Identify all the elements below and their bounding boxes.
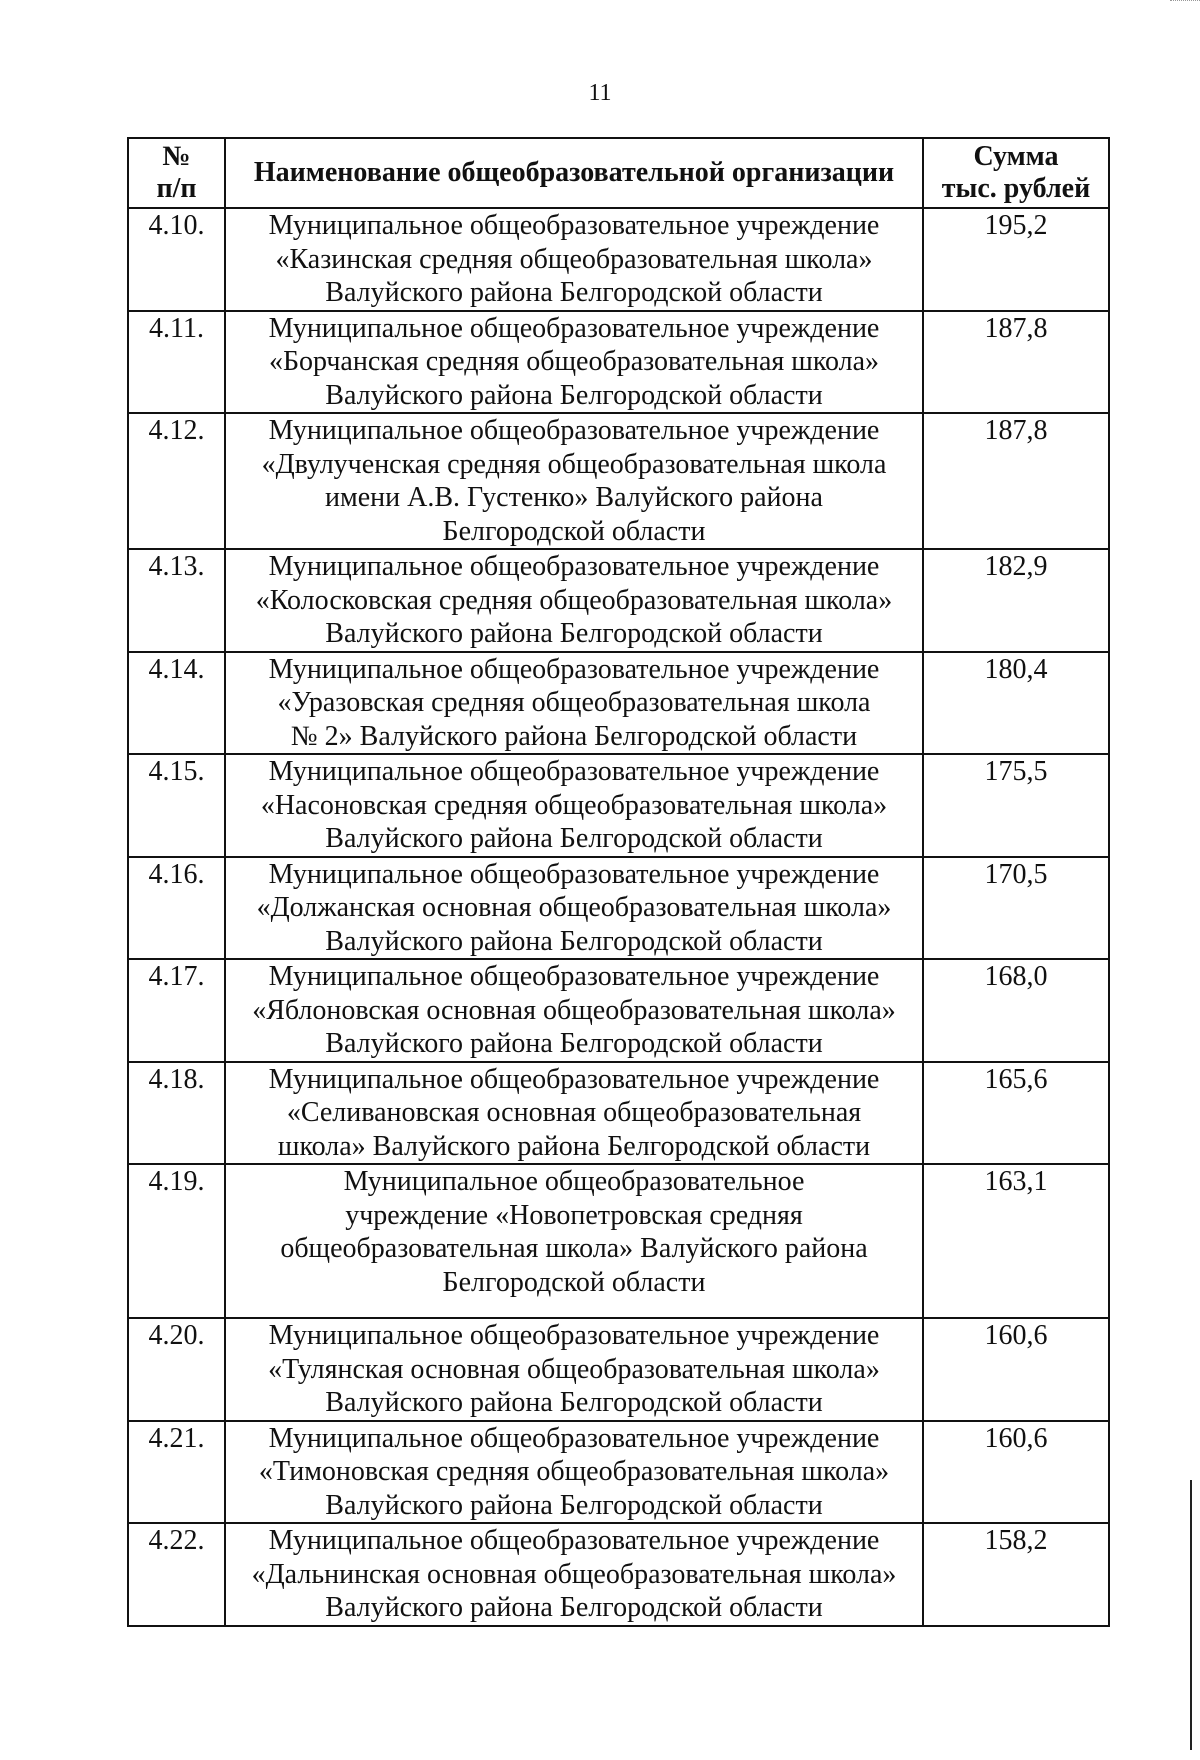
header-number-cell [128, 138, 225, 208]
organization-name-line: Белгородской области [442, 1266, 706, 1298]
row-organization-name [225, 549, 923, 652]
row-number: 4.10. [128, 208, 225, 311]
schools-funding-table [127, 137, 1110, 1627]
row-sum: 165,6 [923, 1062, 1109, 1165]
table-row [128, 1523, 1109, 1626]
organization-name-line: «Селивановская основная общеобразовательная [286, 1097, 862, 1128]
row-organization-name [225, 959, 923, 1062]
table-row [128, 652, 1109, 755]
table-row [128, 413, 1109, 549]
row-number: 4.16. [128, 857, 225, 960]
table-body [128, 208, 1109, 1626]
row-organization-name [225, 652, 923, 755]
scan-edge-line [1190, 1480, 1192, 1750]
organization-name-line: Муниципальное общеобразовательное учреждение [268, 415, 880, 446]
table-row [128, 1421, 1109, 1524]
row-sum: 195,2 [923, 208, 1109, 311]
row-sum: 163,1 [923, 1164, 1109, 1318]
row-sum: 187,8 [923, 413, 1109, 549]
row-number: 4.14. [128, 652, 225, 755]
organization-name-line: Муниципальное общеобразовательное учреждение [268, 210, 880, 241]
organization-name-line: «Насоновская средняя общеобразовательная школа» [260, 789, 888, 821]
row-sum: 180,4 [923, 652, 1109, 755]
table-row [128, 1062, 1109, 1165]
row-sum: 160,6 [923, 1318, 1109, 1421]
organization-name-line: Валуйского района Белгородской области [325, 1592, 823, 1623]
table-row [128, 1318, 1109, 1421]
header-sum-line2: тыс. рублей [941, 173, 1091, 204]
organization-name-line: «Дальнинская основная общеобразовательная школа» [251, 1558, 897, 1590]
row-sum: 187,8 [923, 311, 1109, 414]
row-organization-name [225, 1523, 923, 1626]
row-organization-name [225, 1164, 923, 1318]
organization-name-line: Муниципальное общеобразовательное учреждение [268, 858, 880, 890]
organization-name-line: Муниципальное общеобразовательное учреждение [268, 1422, 880, 1454]
row-number: 4.20. [128, 1318, 225, 1421]
table-row [128, 311, 1109, 414]
header-name-cell: Наименование общеобразовательной организации [225, 138, 923, 208]
organization-name-line: школа» Валуйского района Белгородской области [277, 1130, 871, 1162]
organization-name-line: № 2» Валуйского района Белгородской области [290, 720, 858, 752]
organization-name-line: Муниципальное общеобразовательное учреждение [268, 1320, 880, 1351]
organization-name-line: Муниципальное общеобразовательное учреждение [268, 312, 880, 344]
organization-name-line: «Казинская средняя общеобразовательная школа» [275, 243, 873, 275]
organization-name-line: Валуйского района Белгородской области [325, 823, 823, 854]
row-organization-name [225, 1421, 923, 1524]
header-sum-cell [923, 138, 1109, 208]
row-number: 4.21. [128, 1421, 225, 1524]
row-sum: 175,5 [923, 754, 1109, 857]
row-number: 4.17. [128, 959, 225, 1062]
row-sum: 170,5 [923, 857, 1109, 960]
row-organization-name [225, 1062, 923, 1165]
organization-name-line: Муниципальное общеобразовательное учреждение [268, 961, 880, 992]
organization-name-line: Валуйского района Белгородской области [325, 379, 823, 411]
organization-name-line: Валуйского района Белгородской области [325, 277, 823, 308]
organization-name-line: «Двулученская средняя общеобразовательная школа [261, 448, 887, 480]
row-number: 4.18. [128, 1062, 225, 1165]
row-number: 4.19. [128, 1164, 225, 1318]
organization-name-line: Муниципальное общеобразовательное учреждение [268, 756, 880, 787]
table-row [128, 959, 1109, 1062]
organization-name-line: «Колосковская средняя общеобразовательная школа» [255, 584, 893, 616]
table-row [128, 754, 1109, 857]
row-number: 4.22. [128, 1523, 225, 1626]
row-organization-name [225, 754, 923, 857]
row-number: 4.15. [128, 754, 225, 857]
organization-name-line: Валуйского района Белгородской области [325, 925, 823, 957]
header-sum-line1: Сумма [973, 141, 1059, 172]
organization-name-line: Муниципальное общеобразовательное учреждение [268, 1525, 880, 1556]
organization-name-line: общеобразовательная школа» Валуйского района [280, 1233, 868, 1264]
row-organization-name [225, 1318, 923, 1421]
row-organization-name [225, 413, 923, 549]
organization-name-line: Муниципальное общеобразовательное учреждение [268, 1063, 880, 1095]
organization-name-line: «Борчанская средняя общеобразовательная школа» [268, 346, 880, 377]
organization-name-line: Валуйского района Белгородской области [325, 618, 823, 649]
table-row [128, 549, 1109, 652]
organization-name-line: «Тулянская основная общеобразовательная школа» [268, 1353, 880, 1385]
table-row [128, 1164, 1109, 1318]
organization-name-line: Муниципальное общеобразовательное учреждение [268, 551, 880, 582]
table-row [128, 857, 1109, 960]
row-number: 4.11. [128, 311, 225, 414]
row-number: 4.13. [128, 549, 225, 652]
row-number: 4.12. [128, 413, 225, 549]
organization-name-line: Белгородской области [442, 515, 706, 547]
table-row [128, 208, 1109, 311]
row-organization-name [225, 311, 923, 414]
organization-name-line: имени А.В. Густенко» Валуйского района [325, 482, 823, 513]
row-sum: 168,0 [923, 959, 1109, 1062]
row-sum: 158,2 [923, 1523, 1109, 1626]
organization-name-line: учреждение «Новопетровская средняя [345, 1199, 803, 1231]
row-sum: 182,9 [923, 549, 1109, 652]
table-header-row [128, 138, 1109, 208]
header-number-line2: п/п [156, 173, 197, 204]
page-number: 11 [588, 80, 612, 106]
scan-corner-artifact [1170, 0, 1200, 5]
row-organization-name [225, 208, 923, 311]
organization-name-line: Валуйского района Белгородской области [325, 1387, 823, 1418]
row-sum: 160,6 [923, 1421, 1109, 1524]
organization-name-line: «Должанская основная общеобразовательная школа» [256, 892, 892, 923]
organization-name-line: Муниципальное общеобразовательное учреждение [268, 653, 880, 685]
organization-name-line: «Яблоновская основная общеобразовательная школа» [252, 994, 896, 1026]
organization-name-line: Валуйского района Белгородской области [325, 1489, 823, 1521]
organization-name-line: Валуйского района Белгородской области [325, 1028, 823, 1059]
row-organization-name [225, 857, 923, 960]
organization-name-line: «Уразовская средняя общеобразовательная школа [277, 687, 871, 718]
header-number-line1: № [162, 141, 191, 172]
organization-name-line: Муниципальное общеобразовательное [343, 1166, 805, 1197]
organization-name-line: «Тимоновская средняя общеобразовательная школа» [258, 1456, 890, 1487]
